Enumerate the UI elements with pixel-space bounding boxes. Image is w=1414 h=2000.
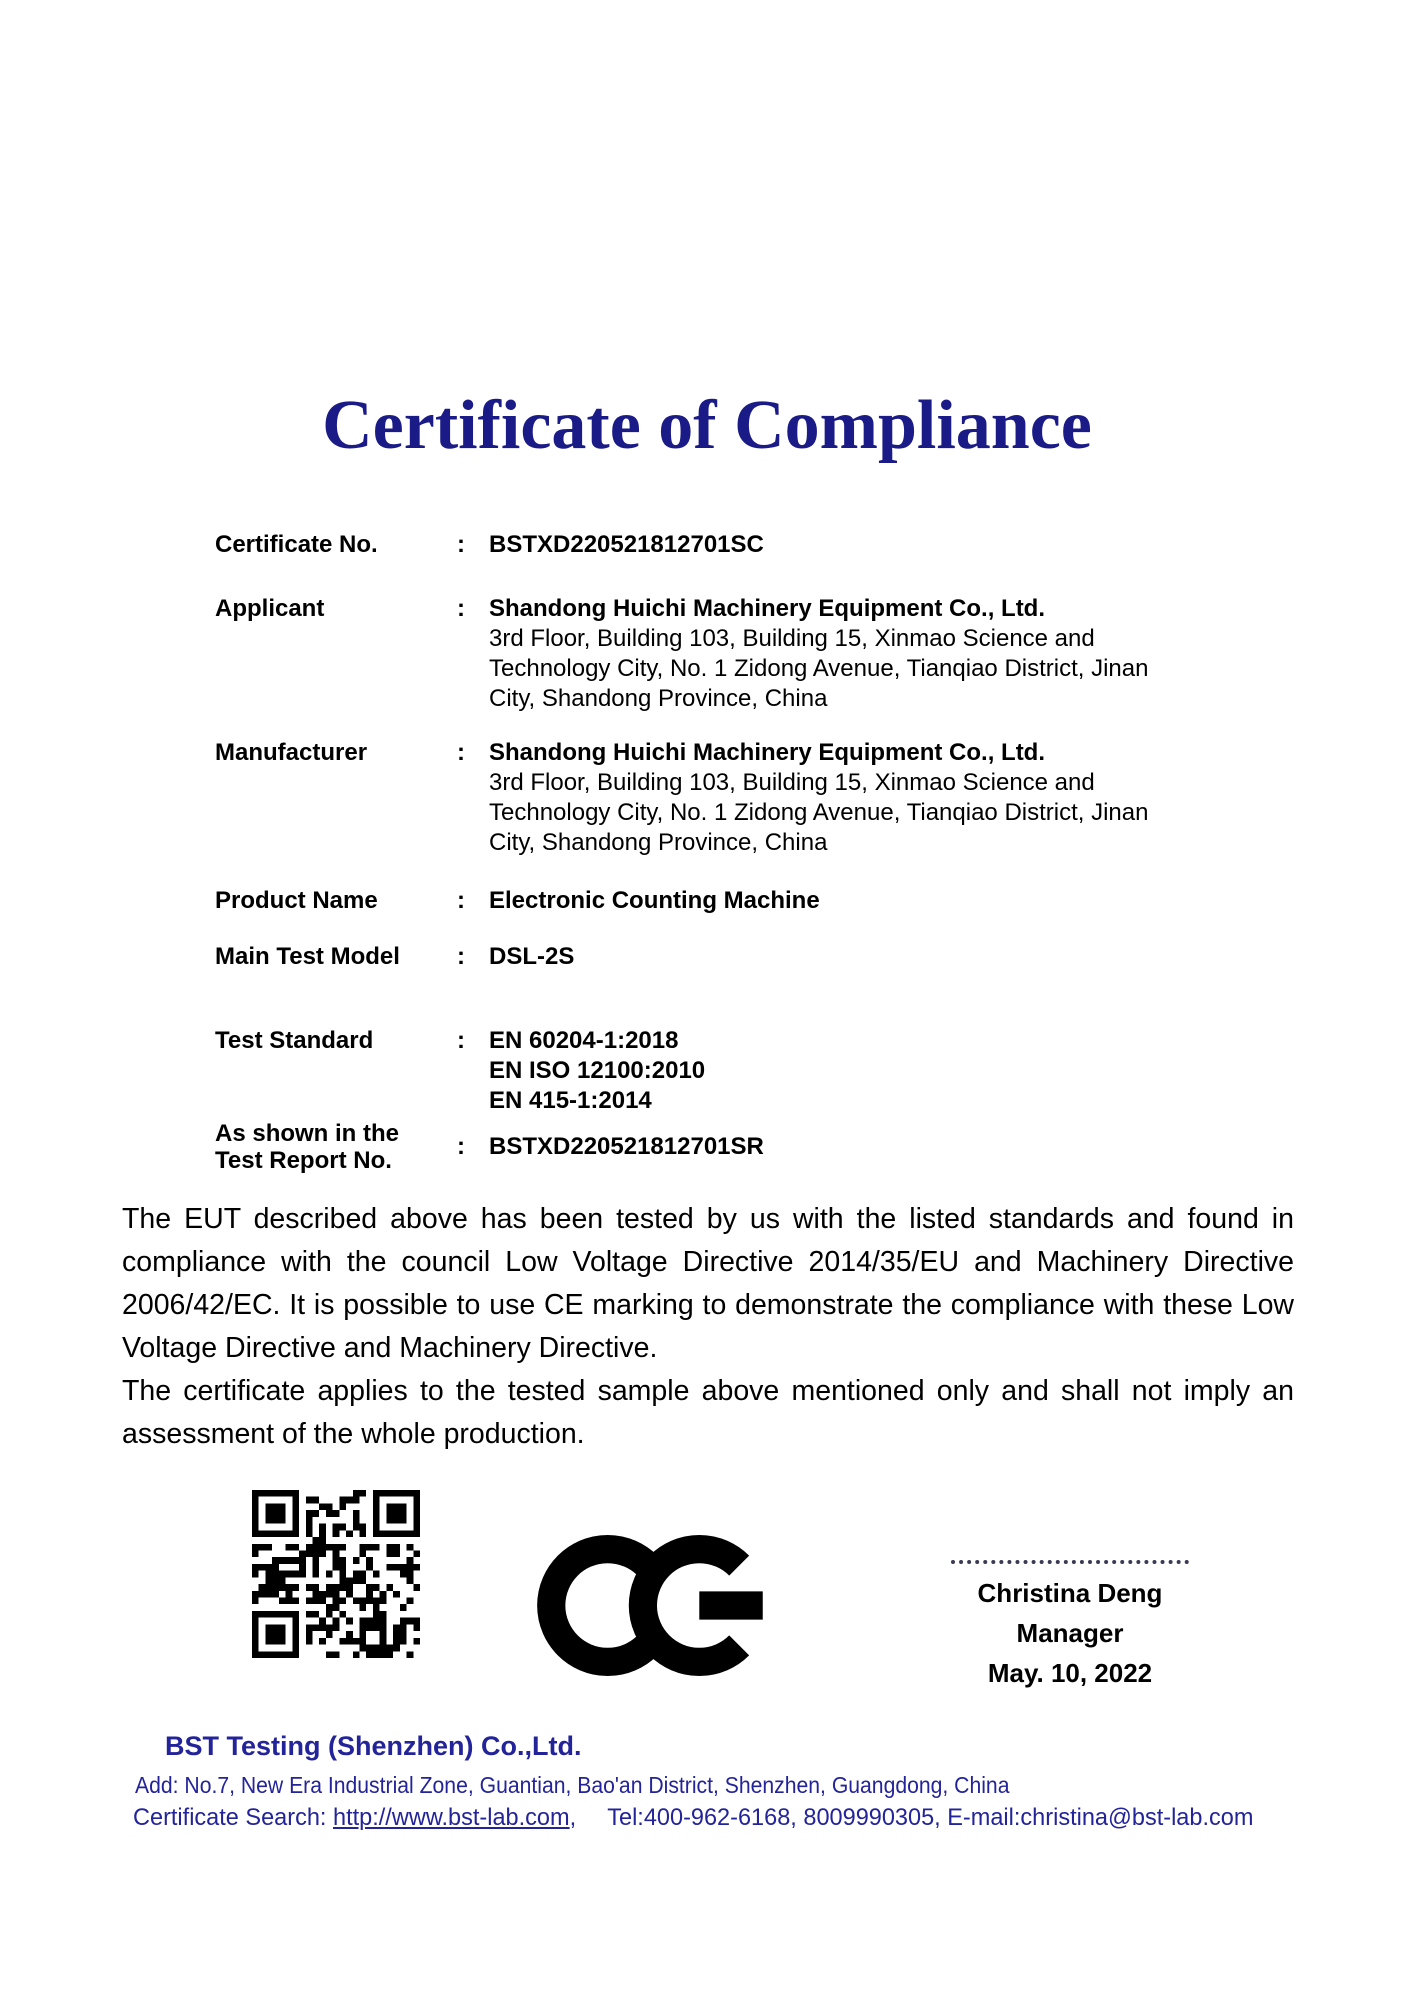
field-row-main-test-model [215, 942, 1305, 972]
test-standard-line: EN ISO 12100:2010 [489, 1057, 706, 1084]
manufacturer-address-line: Technology City, No. 1 Zidong Avenue, Tianqiao District, Jinan [489, 799, 1149, 826]
footer-contact-line [133, 1804, 1253, 1832]
qr-code [252, 1490, 420, 1658]
issuer-company-name: BST Testing (Shenzhen) Co.,Ltd. [165, 1731, 582, 1761]
manufacturer-address-line: City, Shandong Province, China [489, 829, 828, 856]
field-value [489, 942, 1305, 972]
ce-mark-icon [537, 1535, 777, 1676]
colon-separator: : [457, 595, 465, 622]
field-value [489, 886, 1305, 916]
colon-separator: : [457, 531, 465, 558]
field-label: Main Test Model [215, 943, 400, 970]
field-value [489, 1132, 1305, 1162]
compliance-statement [122, 1198, 1294, 1456]
signatory-title: Manager [1016, 1618, 1124, 1648]
colon-separator: : [457, 1027, 465, 1054]
contact-info: Tel:400-962-6168, 8009990305, E-mail:christina@bst-lab.com [607, 1804, 1254, 1831]
field-label [215, 1120, 457, 1174]
applicant-name: Shandong Huichi Machinery Equipment Co., Ltd. [489, 595, 1046, 622]
signature-date: May. 10, 2022 [987, 1658, 1153, 1688]
certificate-title: Certificate of Compliance [322, 387, 1092, 464]
field-label: Product Name [215, 887, 378, 914]
colon-separator: : [457, 887, 465, 914]
test-standard-line: EN 415-1:2014 [489, 1087, 652, 1114]
field-row-test-report-no [215, 1120, 1305, 1174]
field-row-applicant [215, 594, 1305, 714]
field-label-line: Test Report No. [215, 1147, 392, 1174]
manufacturer-name: Shandong Huichi Machinery Equipment Co., Ltd. [489, 739, 1046, 766]
field-row-certificate-no [215, 530, 1305, 560]
compliance-paragraph-2: The certificate applies to the tested sample above mentioned only and shall not imply an assessment of the whole production. [122, 1375, 1294, 1450]
field-row-product-name [215, 886, 1305, 916]
applicant-address-line: City, Shandong Province, China [489, 685, 828, 712]
comma: , [569, 1804, 577, 1831]
main-test-model: DSL-2S [489, 943, 575, 970]
field-row-test-standard [215, 1026, 1305, 1116]
signature-dotted-line [951, 1560, 1189, 1564]
field-label: Applicant [215, 595, 325, 622]
issuer-address: Add: No.7, New Era Industrial Zone, Guantian, Bao'an District, Shenzhen, Guangdong, China [135, 1772, 1010, 1798]
field-value [489, 738, 1305, 858]
certificate-search-link[interactable]: http://www.bst-lab.com [333, 1804, 570, 1831]
signature-block [900, 1560, 1240, 1693]
signatory-name: Christina Deng [977, 1578, 1163, 1608]
manufacturer-address-line: 3rd Floor, Building 103, Building 15, Xinmao Science and [489, 769, 1095, 796]
test-report-number: BSTXD220521812701SR [489, 1133, 764, 1160]
field-label: Certificate No. [215, 531, 378, 558]
applicant-address-line: 3rd Floor, Building 103, Building 15, Xinmao Science and [489, 625, 1095, 652]
field-row-manufacturer [215, 738, 1305, 858]
field-label-line: As shown in the [215, 1120, 400, 1147]
field-value [489, 594, 1305, 714]
product-name: Electronic Counting Machine [489, 887, 820, 914]
colon-separator: : [457, 1133, 465, 1160]
colon-separator: : [457, 739, 465, 766]
certificate-number: BSTXD220521812701SC [489, 531, 764, 558]
applicant-address-line: Technology City, No. 1 Zidong Avenue, Tianqiao District, Jinan [489, 655, 1149, 682]
certificate-details [215, 530, 1305, 1174]
field-label: Manufacturer [215, 739, 368, 766]
colon-separator: : [457, 943, 465, 970]
field-value [489, 1026, 1305, 1116]
test-standard-line: EN 60204-1:2018 [489, 1027, 679, 1054]
field-label: Test Standard [215, 1027, 374, 1054]
certificate-search-label: Certificate Search: [133, 1804, 327, 1831]
field-value [489, 530, 1305, 560]
compliance-paragraph-1: The EUT described above has been tested by us with the listed standards and found in compliance with the council Low Voltage Directive 2014/35/EU and Machinery Directive 2006/42/EC. It is possible to use CE marking to demonstrate the compliance with these Low Voltage Directive and Machinery Directive. [122, 1203, 1294, 1364]
